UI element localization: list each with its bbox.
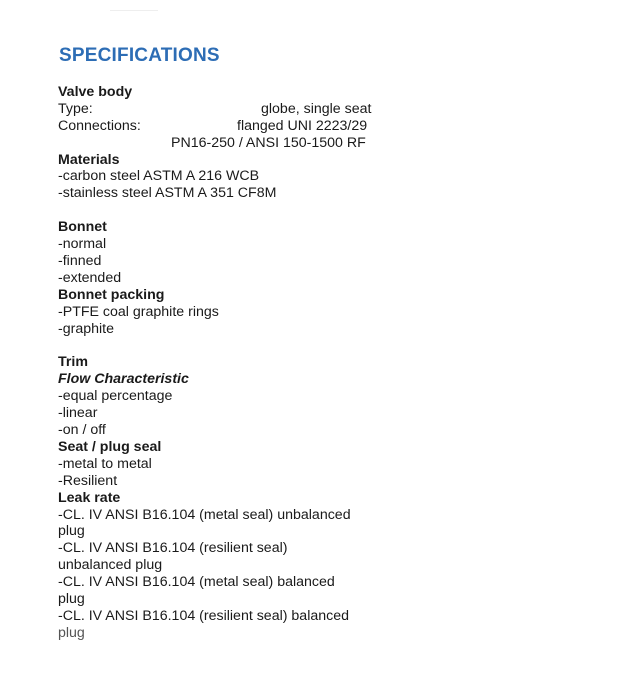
seat-plug-seal-item: -metal to metal — [58, 455, 152, 472]
bonnet-item: -extended — [58, 269, 122, 286]
connections-value: flanged UNI 2223/29 — [237, 117, 368, 134]
leak-rate-line: plug — [58, 523, 85, 540]
flow-item: -equal percentage — [58, 388, 173, 405]
bonnet-packing-item: -graphite — [58, 320, 114, 337]
leak-rate-line: -CL. IV ANSI B16.104 (resilient seal) balanced — [58, 608, 349, 625]
connections-value-2: PN16-250 / ANSI 150-1500 RF — [171, 134, 366, 151]
bonnet-packing-item: -PTFE coal graphite rings — [58, 303, 219, 320]
flow-item: -on / off — [58, 422, 106, 439]
leak-rate-line: -CL. IV ANSI B16.104 (metal seal) unbalanced — [58, 506, 351, 523]
page-title: SPECIFICATIONS — [59, 45, 220, 66]
connections-row-2 — [58, 135, 398, 152]
materials-heading: Materials — [58, 151, 120, 168]
seat-plug-seal-heading: Seat / plug seal — [58, 438, 162, 455]
bonnet-item: -finned — [58, 253, 102, 269]
leak-rate-line: unbalanced plug — [58, 557, 163, 574]
bonnet-item: -normal — [58, 236, 107, 253]
leak-rate-line: -CL. IV ANSI B16.104 (metal seal) balanced — [58, 574, 335, 591]
leak-rate-line: -CL. IV ANSI B16.104 (resilient seal) — [58, 540, 288, 557]
materials-item: -carbon steel ASTM A 216 WCB — [58, 168, 260, 185]
flow-item: -linear — [58, 405, 98, 422]
type-row — [58, 101, 398, 118]
connections-label: Connections: — [58, 117, 141, 134]
seat-plug-seal-item: -Resilient — [58, 472, 118, 489]
valve-body-heading: Valve body — [58, 84, 133, 100]
leak-rate-line: plug — [58, 591, 85, 608]
materials-item: -stainless steel ASTM A 351 CF8M — [58, 185, 277, 202]
flow-characteristic-heading: Flow Characteristic — [58, 371, 189, 388]
leak-rate-line: plug — [58, 624, 85, 641]
top-divider — [110, 10, 158, 11]
trim-heading: Trim — [58, 354, 88, 371]
type-value: globe, single seat — [261, 100, 372, 117]
bonnet-heading: Bonnet — [58, 219, 107, 236]
bonnet-packing-heading: Bonnet packing — [58, 286, 165, 303]
connections-row — [58, 118, 398, 135]
specifications-content — [58, 84, 398, 642]
type-label: Type: — [58, 100, 93, 117]
leak-rate-heading: Leak rate — [58, 489, 121, 506]
